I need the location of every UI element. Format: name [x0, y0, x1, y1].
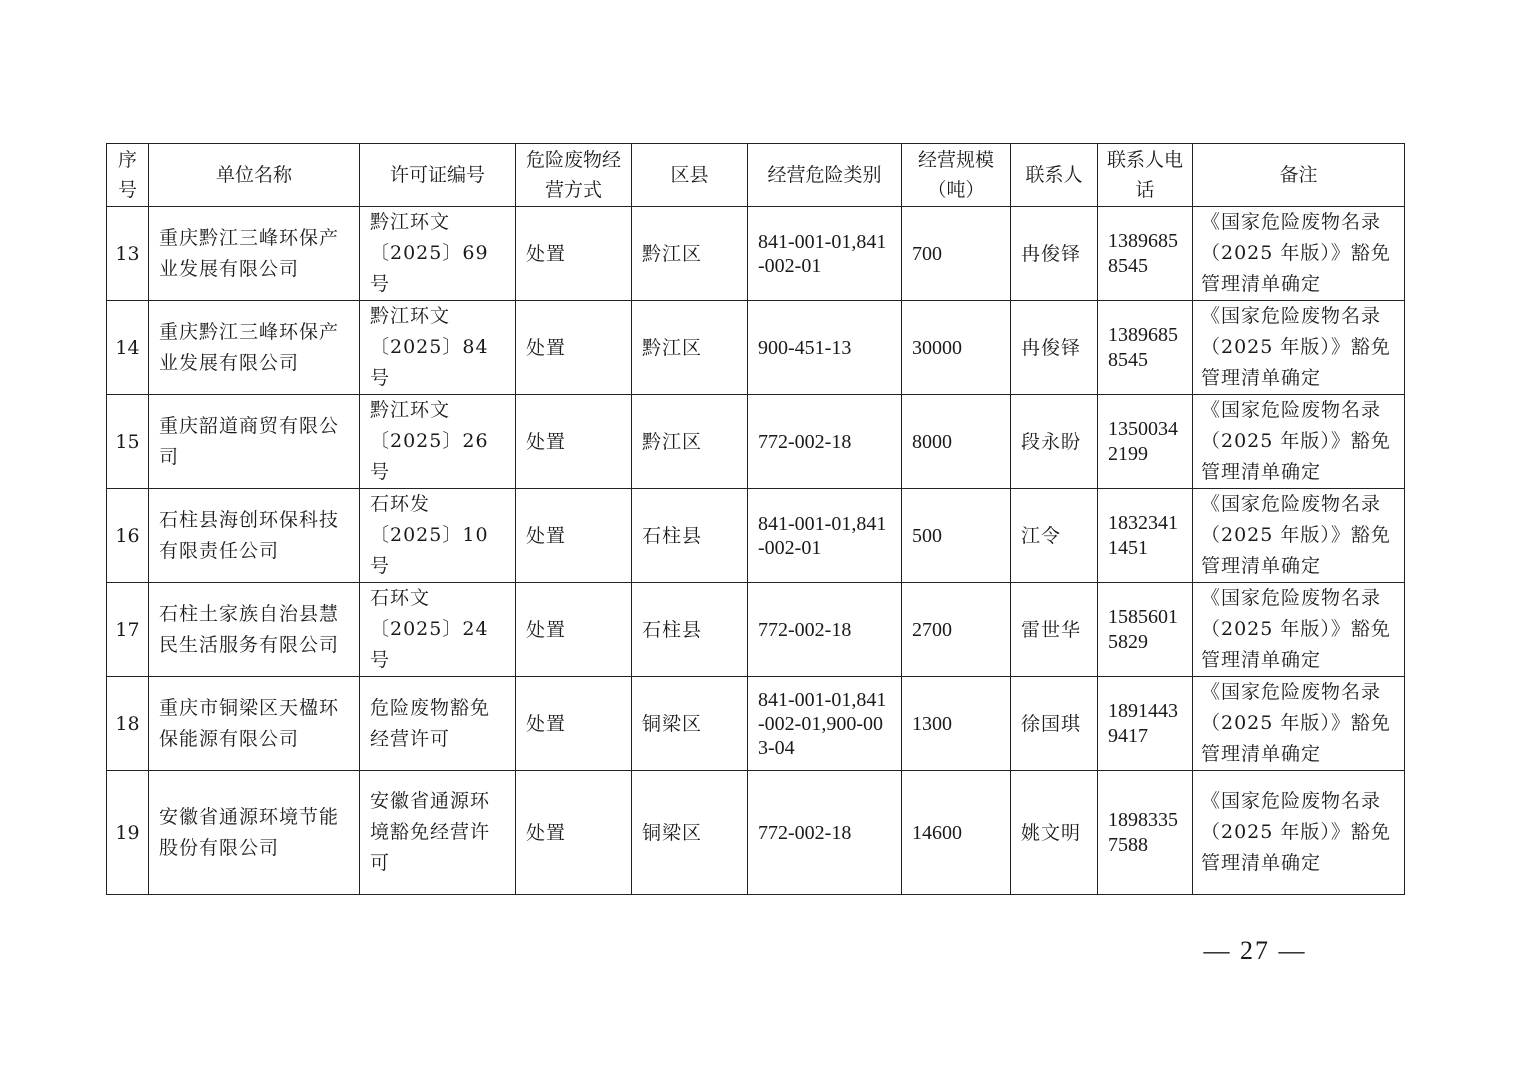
cell-note: 《国家危险废物名录（2025 年版）》豁免管理清单确定 — [1193, 771, 1405, 895]
cell-note: 《国家危险废物名录（2025 年版）》豁免管理清单确定 — [1193, 301, 1405, 395]
cell-note: 《国家危险废物名录（2025 年版）》豁免管理清单确定 — [1193, 583, 1405, 677]
cell-contact: 段永盼 — [1011, 395, 1098, 489]
table-row — [107, 301, 1405, 395]
table-header — [107, 144, 1405, 207]
cell-company: 重庆黔江三峰环保产业发展有限公司 — [149, 207, 360, 301]
cell-mode: 处置 — [516, 395, 632, 489]
cell-company: 石柱土家族自治县慧民生活服务有限公司 — [149, 583, 360, 677]
cell-company: 重庆黔江三峰环保产业发展有限公司 — [149, 301, 360, 395]
cell-contact: 江令 — [1011, 489, 1098, 583]
cell-seq: 17 — [107, 583, 149, 677]
table-row — [107, 677, 1405, 771]
page-number: — 27 — — [1203, 936, 1307, 965]
header-company: 单位名称 — [149, 144, 360, 207]
cell-contact: 冉俊铎 — [1011, 207, 1098, 301]
cell-note: 《国家危险废物名录（2025 年版）》豁免管理清单确定 — [1193, 489, 1405, 583]
cell-contact: 徐国琪 — [1011, 677, 1098, 771]
cell-category: 772-002-18 — [748, 395, 902, 489]
cell-scale: 14600 — [902, 771, 1011, 895]
table-row — [107, 207, 1405, 301]
cell-phone: 13896858545 — [1098, 207, 1193, 301]
cell-note: 《国家危险废物名录（2025 年版）》豁免管理清单确定 — [1193, 207, 1405, 301]
cell-mode: 处置 — [516, 771, 632, 895]
header-phone: 联系人电话 — [1098, 144, 1193, 207]
cell-district: 铜梁区 — [632, 771, 748, 895]
cell-district: 黔江区 — [632, 301, 748, 395]
cell-company: 重庆韶道商贸有限公司 — [149, 395, 360, 489]
cell-scale: 500 — [902, 489, 1011, 583]
header-contact: 联系人 — [1011, 144, 1098, 207]
cell-seq: 19 — [107, 771, 149, 895]
cell-phone: 15856015829 — [1098, 583, 1193, 677]
table-body — [107, 207, 1405, 895]
header-note: 备注 — [1193, 144, 1405, 207]
table-row — [107, 489, 1405, 583]
cell-note: 《国家危险废物名录（2025 年版）》豁免管理清单确定 — [1193, 395, 1405, 489]
cell-district: 铜梁区 — [632, 677, 748, 771]
header-district: 区县 — [632, 144, 748, 207]
hazardous-waste-license-table — [106, 143, 1405, 895]
header-scale: 经营规模（吨） — [902, 144, 1011, 207]
cell-seq: 13 — [107, 207, 149, 301]
cell-category: 841-001-01,841-002-01 — [748, 207, 902, 301]
cell-category: 841-001-01,841-002-01,900-003-04 — [748, 677, 902, 771]
cell-district: 黔江区 — [632, 395, 748, 489]
header-row — [107, 144, 1405, 207]
header-category: 经营危险类别 — [748, 144, 902, 207]
cell-company: 石柱县海创环保科技有限责任公司 — [149, 489, 360, 583]
cell-scale: 700 — [902, 207, 1011, 301]
cell-license: 黔江环文〔2025〕84 号 — [360, 301, 516, 395]
cell-phone: 18983357588 — [1098, 771, 1193, 895]
cell-note: 《国家危险废物名录（2025 年版）》豁免管理清单确定 — [1193, 677, 1405, 771]
header-license: 许可证编号 — [360, 144, 516, 207]
cell-phone: 13500342199 — [1098, 395, 1193, 489]
cell-phone: 18323411451 — [1098, 489, 1193, 583]
header-seq: 序号 — [107, 144, 149, 207]
cell-scale: 30000 — [902, 301, 1011, 395]
cell-mode: 处置 — [516, 583, 632, 677]
cell-mode: 处置 — [516, 301, 632, 395]
cell-seq: 18 — [107, 677, 149, 771]
cell-contact: 姚文明 — [1011, 771, 1098, 895]
cell-phone: 18914439417 — [1098, 677, 1193, 771]
cell-seq: 15 — [107, 395, 149, 489]
cell-mode: 处置 — [516, 489, 632, 583]
table-row — [107, 771, 1405, 895]
cell-contact: 冉俊铎 — [1011, 301, 1098, 395]
cell-license: 黔江环文〔2025〕26 号 — [360, 395, 516, 489]
cell-category: 841-001-01,841-002-01 — [748, 489, 902, 583]
cell-district: 黔江区 — [632, 207, 748, 301]
cell-district: 石柱县 — [632, 583, 748, 677]
cell-district: 石柱县 — [632, 489, 748, 583]
cell-contact: 雷世华 — [1011, 583, 1098, 677]
cell-license: 安徽省通源环境豁免经营许可 — [360, 771, 516, 895]
cell-mode: 处置 — [516, 207, 632, 301]
cell-category: 900-451-13 — [748, 301, 902, 395]
cell-phone: 13896858545 — [1098, 301, 1193, 395]
cell-mode: 处置 — [516, 677, 632, 771]
cell-license: 黔江环文〔2025〕69 号 — [360, 207, 516, 301]
cell-seq: 14 — [107, 301, 149, 395]
cell-category: 772-002-18 — [748, 771, 902, 895]
table-row — [107, 583, 1405, 677]
cell-category: 772-002-18 — [748, 583, 902, 677]
cell-license: 危险废物豁免经营许可 — [360, 677, 516, 771]
cell-scale: 2700 — [902, 583, 1011, 677]
cell-seq: 16 — [107, 489, 149, 583]
cell-scale: 8000 — [902, 395, 1011, 489]
cell-company: 重庆市铜梁区天楹环保能源有限公司 — [149, 677, 360, 771]
cell-license: 石环发〔2025〕10 号 — [360, 489, 516, 583]
header-mode: 危险废物经营方式 — [516, 144, 632, 207]
cell-company: 安徽省通源环境节能股份有限公司 — [149, 771, 360, 895]
cell-scale: 1300 — [902, 677, 1011, 771]
cell-license: 石环文〔2025〕24 号 — [360, 583, 516, 677]
table-row — [107, 395, 1405, 489]
